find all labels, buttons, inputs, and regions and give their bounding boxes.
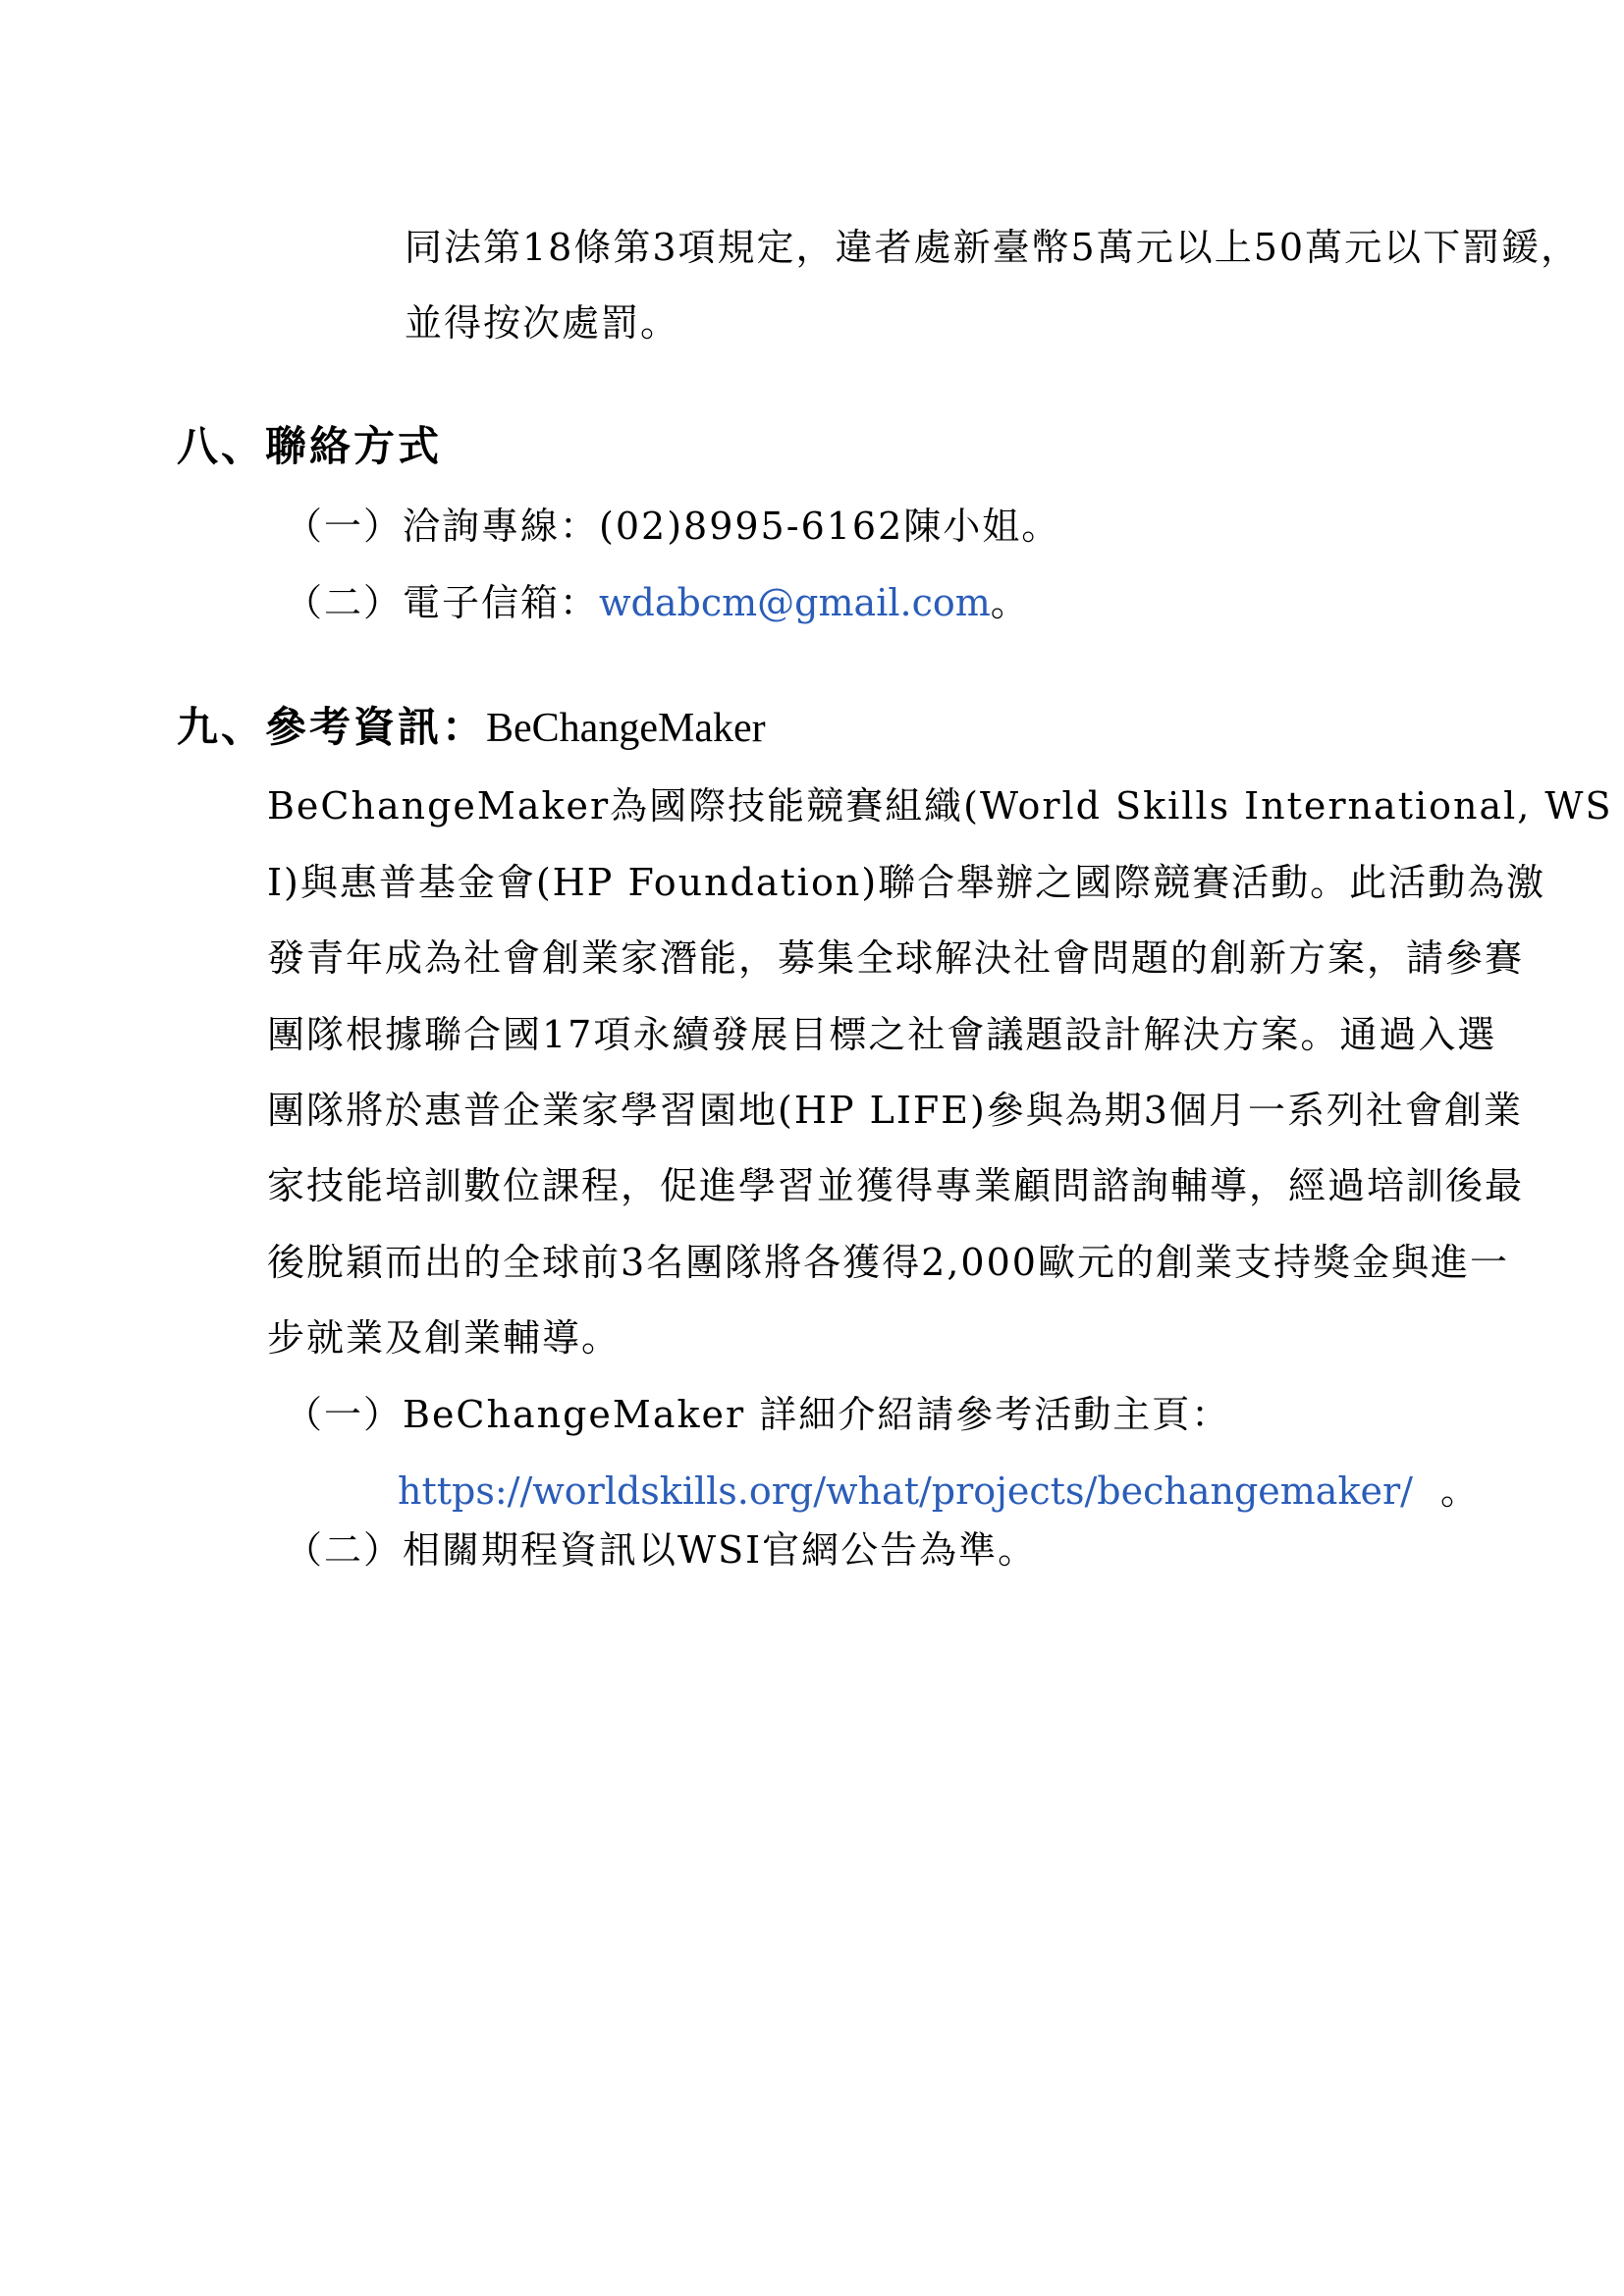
contact-email-link[interactable]: wdabcm@gmail.com xyxy=(599,581,991,624)
contact-email-item xyxy=(285,579,1030,626)
contact-email-label: 電子信箱： xyxy=(403,581,600,624)
bechangemaker-url-line xyxy=(398,1468,1478,1515)
intro-line-2: 並得按次處罰。 xyxy=(405,301,680,345)
schedule-info-prefix: （二） xyxy=(285,1528,404,1572)
section-9-heading-latin: BeChangeMaker xyxy=(486,706,766,751)
contact-phone-prefix: （一） xyxy=(285,505,404,548)
contact-email-prefix: （二） xyxy=(285,581,404,624)
paragraph-line-7: 後脫穎而出的全球前3名團隊將各獲得2,000歐元的創業支持獎金與進一 xyxy=(267,1241,1509,1284)
paragraph-line-2: I)與惠普基金會(HP Foundation)聯合舉辦之國際競賽活動。此活動為激 xyxy=(267,861,1546,904)
contact-email-suffix: 。 xyxy=(990,581,1030,624)
schedule-info-text: 相關期程資訊以WSI官網公告為準。 xyxy=(403,1528,1038,1572)
section-9-heading-cjk: 九、參考資訊： xyxy=(177,703,487,751)
paragraph-line-1: BeChangeMaker為國際技能競賽組織(World Skills International, WS xyxy=(267,784,1613,828)
paragraph-line-5: 團隊將於惠普企業家學習園地(HP LIFE)參與為期3個月一系列社會創業 xyxy=(267,1089,1523,1132)
contact-phone-item xyxy=(285,503,1060,550)
bechangemaker-intro-prefix: （一） xyxy=(285,1393,404,1436)
paragraph-line-6: 家技能培訓數位課程，促進學習並獲得專業顧問諮詢輔導，經過培訓後最 xyxy=(267,1164,1525,1207)
paragraph-line-4: 團隊根據聯合國17項永續發展目標之社會議題設計解決方案。通過入選 xyxy=(267,1013,1497,1056)
section-8-heading: 八、聯絡方式 xyxy=(177,422,443,470)
bechangemaker-url-suffix: 。 xyxy=(1439,1469,1478,1513)
contact-phone-text: 洽詢專線：(02)8995-6162陳小姐。 xyxy=(403,505,1061,548)
paragraph-line-3: 發青年成為社會創業家潛能，募集全球解決社會問題的創新方案，請參賽 xyxy=(267,936,1525,980)
paragraph-line-8: 步就業及創業輔導。 xyxy=(267,1316,622,1360)
bechangemaker-intro-item xyxy=(285,1391,1230,1438)
bechangemaker-intro-text: BeChangeMaker 詳細介紹請參考活動主頁： xyxy=(403,1393,1231,1436)
intro-line-1: 同法第18條第3項規定，違者處新臺幣5萬元以上50萬元以下罰鍰， xyxy=(405,226,1581,269)
schedule-info-item xyxy=(285,1526,1037,1574)
bechangemaker-url-link[interactable]: https://worldskills.org/what/projects/bechangemaker/ xyxy=(398,1469,1413,1513)
section-9-heading xyxy=(177,704,766,752)
